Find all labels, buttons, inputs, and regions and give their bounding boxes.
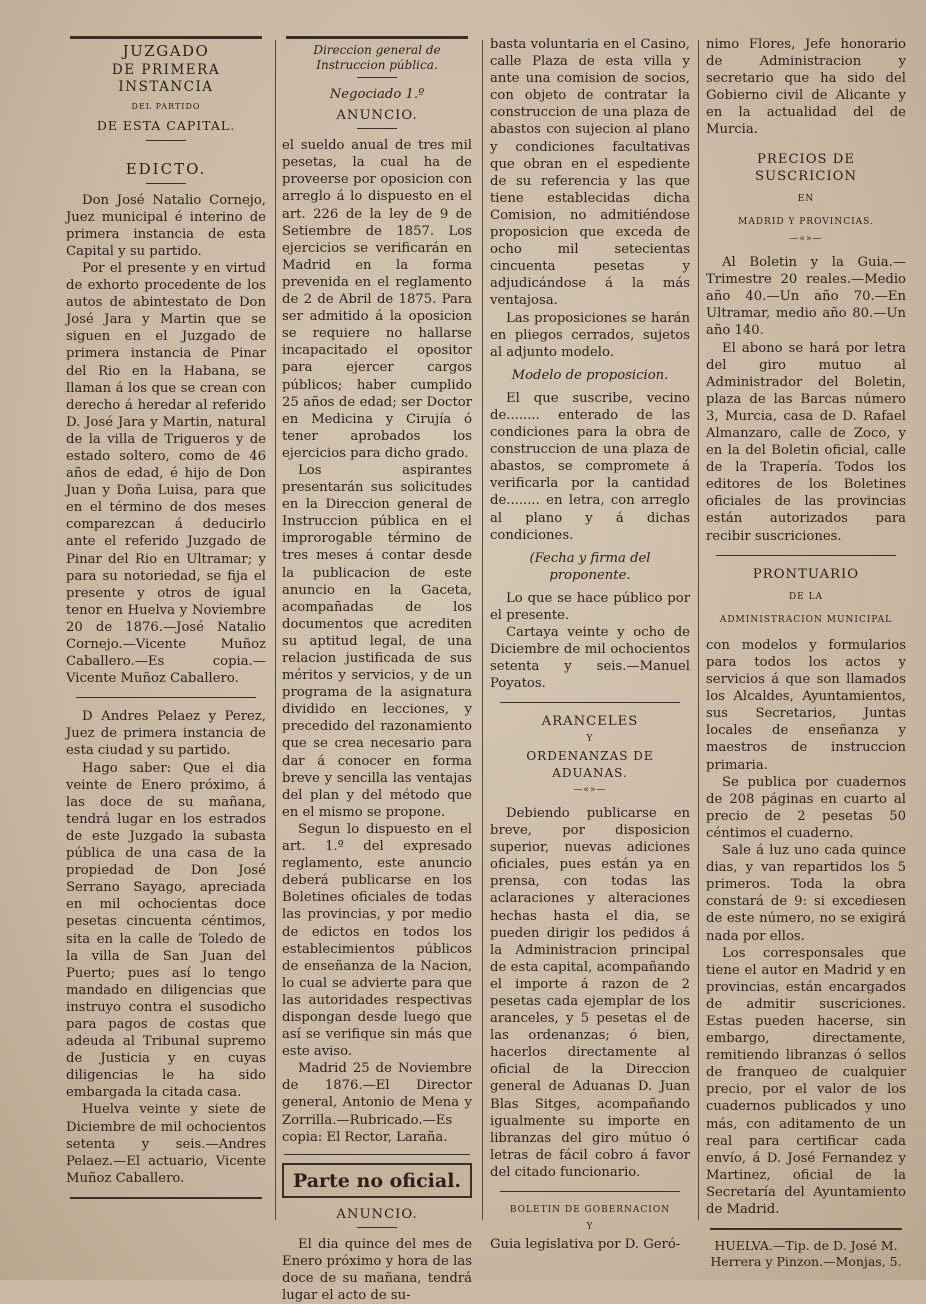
anuncio-paragraph: Segun lo dispuesto en el art. 1.º del expresado reglamento, este anuncio deberá publicarse en los Boletines oficiales de todas las provincias, y por medio de edictos en todos los establecimientos públicos de enseñanza de la Nacion, lo cual se advierte para que las autoridades respectivas dispongan desde luego que así se verifique sin más que este aviso. <box>282 821 472 1060</box>
prontuario-paragraph: Los corresponsales que tiene el autor en Madrid y en provincias, están encargados de admitir suscriciones. Estas pueden hacerse, sin embargo, directamente, remitiendo libranzas ó sellos de franqueo de cualquier precio, por el valor de los cuadernos publicados y uno más, con aditamento de un real para certificar cada envío, á D. José Fernandez y Martinez, oficial de la Secretaría del Ayuntamiento de Madrid. <box>706 945 906 1217</box>
short-rule <box>357 128 397 129</box>
andres-paragraph: Huelva veinte y siete de Diciembre de mil ochocientos setenta y seis.—Andres Pelaez.—El actuario, Vicente Muñoz Caballero. <box>66 1102 266 1186</box>
anuncio2-title: ANUNCIO. <box>336 1206 418 1222</box>
juzgado-capital: DE ESTA CAPITAL. <box>96 118 236 134</box>
fecha-firma: (Fecha y firma del proponente. <box>529 550 651 583</box>
andres-paragraph: Hago saber: Que el dia veinte de Enero próximo, á las doce de su mañana, tendrá lugar en los estrados de este Juzgado la subasta pública de una casa de la propiedad de Don José Serrano Sayago, apreciada en mil ochocientas doce pesetas cincuenta céntimos, sita en la calle de Toledo de la villa de San Juan del Puerto; pues así lo tengo mandado en diligencias que instruyo contra el susodicho para pagos de costas que adeuda al Tribunal supremo de Justicia y en cuyas diligencias le ha sido embargada la citada casa. <box>66 760 266 1101</box>
andres-paragraph: D Andres Pelaez y Perez, Juez de primera instancia de esta ciudad y su partido. <box>66 709 266 759</box>
precios-title: PRECIOS DE SUSCRICION <box>754 151 858 184</box>
negociado-label: Negociado 1.º <box>329 87 425 102</box>
bottom-rule <box>70 1197 262 1199</box>
column-2 <box>282 36 472 1304</box>
short-rule <box>357 1227 397 1228</box>
column-4 <box>706 36 906 1270</box>
precios-en: EN <box>797 193 815 204</box>
aranceles-y: Y <box>586 733 594 744</box>
anuncio-paragraph: el sueldo anual de tres mil pesetas, la cual ha de proveerse por oposicion con arreglo á lo dispuesto en el art. 226 de la ley de 9 de Setiembre de 1857. Los ejercicios se verificarán en Madrid en la forma prevenida en el reglamento de 2 de Abril de 1875. Para ser admitido á la oposicion se requiere no hallarse incapacitado el opositor para ejercer cargos públicos; haber cumplido 25 años de edad; ser Doctor en Medicina y Cirujía ó tener aprobados los ejercicios para dicho grado. <box>282 138 472 461</box>
edicto-paragraph: Por el presente y en virtud de exhorto procedente de los autos de abintestato de Don José Jara y Martin que se siguen en el Juzgado de primera instancia de Pinar del Rio en la Habana, se llaman á los que se crean con derecho á heredar al referido D. José Jara y Martin, natural de la villa de Trigueros y de estado soltero, como de 46 años de edad, é hijo de Don Juan y Doña Luisa, para que en el término de dos meses comparezcan á deducirlo ante el referido Juzgado de Pinar del Rio en Ultramar; y para su notoriedad, se fija el presente y otros de igual tenor en Huelva y Noviembre 20 de 1876.—José Natalio Cornejo.—Vicente Muñoz Caballero.—Es copia.—Vicente Muñoz Caballero. <box>66 260 266 687</box>
section-rule <box>284 1154 470 1155</box>
prontuario-paragraph: con modelos y formularios para todos los actos y servicios á que son llamados los Alcaldes, Ayuntamientos, sus Secretarios, Juntas locales de enseñanza y maestros de instruccion primaria. <box>706 637 906 773</box>
aranceles-title: ARANCELES <box>541 714 639 730</box>
header-rule <box>286 36 468 39</box>
direccion-title: Direccion general de Instruccion pública. <box>313 43 441 72</box>
aranceles-paragraph: Debiendo publicarse en breve, por disposicion superior, nuevas adiciones oficiales, pues están ya en prensa, con todas las aclaraciones y alteraciones hechas hasta el dia, se pueden dirigir los pedidos á la Administracion principal de esta capital, acompañando el importe á razon de 2 pesetas cada ejemplar de los aranceles, y 5 pesetas el de las ordenanzas; ó bien, hacerlos directamente al oficial de la Direccion general de Aduanas D. Juan Blas Sitges, acompañando igualmente su importe en libranzas del giro mútuo ó letras de fácil cobro á favor del citado funcionario. <box>490 805 690 1180</box>
subasta-paragraph: basta voluntaria en el Casino, calle Plaza de esta villa y ante una comision de socios, con objeto de contratar la construccion de una plaza de abastos con sujecion al plano y condiciones facultativas que obran en el espediente de su referencia y las que tiene establecidas dicha Comision, no admitiéndose proposicion que exceda de ocho mil setecientas cincuenta pesetas y adjudicándose á la más ventajosa. <box>490 37 690 309</box>
prontuario-paragraph: Se publica por cuadernos de 208 páginas en cuarto al precio de 2 pesetas 50 céntimos el cuaderno. <box>706 774 906 841</box>
printer-footer: HUELVA.—Tip. de D. José M. Herrera y Pinzon.—Monjas, 5. <box>710 1238 902 1270</box>
column-divider <box>698 40 699 1220</box>
modelo-paragraph: El que suscribe, vecino de........ enterado de las condiciones para la obra de construccion de una plaza de abastos, se compromete á verificarla por la cantidad de........ en letra, con arreglo al plano y á dichas condiciones. <box>490 390 690 543</box>
column-divider <box>482 40 483 1220</box>
short-rule <box>357 77 397 78</box>
prontuario-de: DE LA <box>788 591 824 602</box>
short-rule <box>146 183 186 184</box>
column-3 <box>490 36 690 1253</box>
juzgado-partido: DEL PARTIDO <box>131 102 201 112</box>
column-1 <box>66 36 266 1230</box>
precios-subtitle: MADRID Y PROVINCIAS. <box>738 216 874 227</box>
prontuario-paragraph: Sale á luz uno cada quince dias, y van repartidos los 5 primeros. Toda la obra constará de 9: si excediesen de este número, no se exigirá nada por ellos. <box>706 843 906 944</box>
prontuario-title: PRONTUARIO <box>752 566 860 582</box>
subasta-paragraph: Las proposiciones se harán en pliegos cerrados, sujetos al adjunto modelo. <box>490 310 690 360</box>
bottom-rule <box>710 1228 902 1230</box>
juzgado-subtitle: DE PRIMERA INSTANCIA <box>111 62 221 96</box>
section-rule <box>500 1191 680 1192</box>
precios-ornament: —«»— <box>789 233 823 244</box>
aranceles-subtitle: ORDENANZAS DE ADUANAS. <box>526 748 654 780</box>
header-rule <box>70 36 262 39</box>
anuncio-title: ANUNCIO. <box>336 108 418 124</box>
anuncio-paragraph: Los aspirantes presentarán sus solicitudes en la Direccion general de Instruccion pública en el improrogable término de tres meses á contar desde la publicacion de este anuncio en la Gaceta, acompañadas de los documentos que acrediten su aptitud legal, de una relacion justificada de sus méritos y servicios, y de un programa de la asignatura dividido en lecciones, y precedido del razonamiento que se crea necesario para dar á conocer en forma breve y sencilla las ventajas del plan y del método que en el mismo se propone. <box>282 462 472 820</box>
boletin-y: Y <box>586 1222 594 1233</box>
edicto-paragraph: Don José Natalio Cornejo, Juez municipal é interino de primera instancia de esta Capital y su partido. <box>66 192 266 259</box>
anuncio-paragraph: Madrid 25 de Noviembre de 1876.—El Director general, Antonio de Mena y Zorrilla.—Rubricado.—Es copia: El Rector, Laraña. <box>282 1061 472 1145</box>
section-rule <box>716 555 896 556</box>
juzgado-title: JUZGADO <box>122 42 210 60</box>
precios-paragraph: El abono se hará por letra del giro mutuo al Administrador del Boletin, plaza de las Barcas número 3, Murcia, casa de D. Rafael Almanzaro, calle de Zoco, y en la del Boletin oficial, calle de la Trapería. Todos los editores de los Boletines oficiales de las provincias están autorizados para recibir suscriciones. <box>706 340 906 544</box>
modelo-title: Modelo de proposicion. <box>511 367 669 383</box>
edicto-title: EDICTO. <box>125 160 207 179</box>
boletin-paragraph: Guia legislativa por D. Geró- <box>490 1237 681 1253</box>
flores-paragraph: nimo Flores, Jefe honorario de Administracion y secretario que ha sido del Gobierno civil de Alicante y en la actualidad del de Murcia. <box>706 37 906 138</box>
section-rule <box>500 702 680 703</box>
precios-paragraph: Al Boletin y la Guia.—Trimestre 20 reales.—Medio año 40.—Un año 70.—En Ultramar, medio año 80.—Un año 140. <box>706 255 906 339</box>
cartaya-paragraph: Cartaya veinte y ocho de Diciembre de mil ochocientos setenta y seis.—Manuel Poyatos. <box>490 625 690 692</box>
boletin-title: BOLETIN DE GOBERNACION <box>509 1205 671 1215</box>
column-divider <box>275 40 276 1220</box>
publico-paragraph: Lo que se hace público por el presente. <box>490 590 690 623</box>
section-rule <box>76 697 256 698</box>
short-rule <box>146 140 186 141</box>
aranceles-ornament: —«»— <box>573 784 607 795</box>
parte-no-oficial-box: Parte no oficial. <box>282 1163 472 1198</box>
anuncio2-paragraph: El dia quince del mes de Enero próximo y hora de las doce de su mañana, tendrá lugar el acto de su- <box>282 1236 472 1304</box>
prontuario-subtitle: ADMINISTRACION MUNICIPAL <box>719 614 893 625</box>
